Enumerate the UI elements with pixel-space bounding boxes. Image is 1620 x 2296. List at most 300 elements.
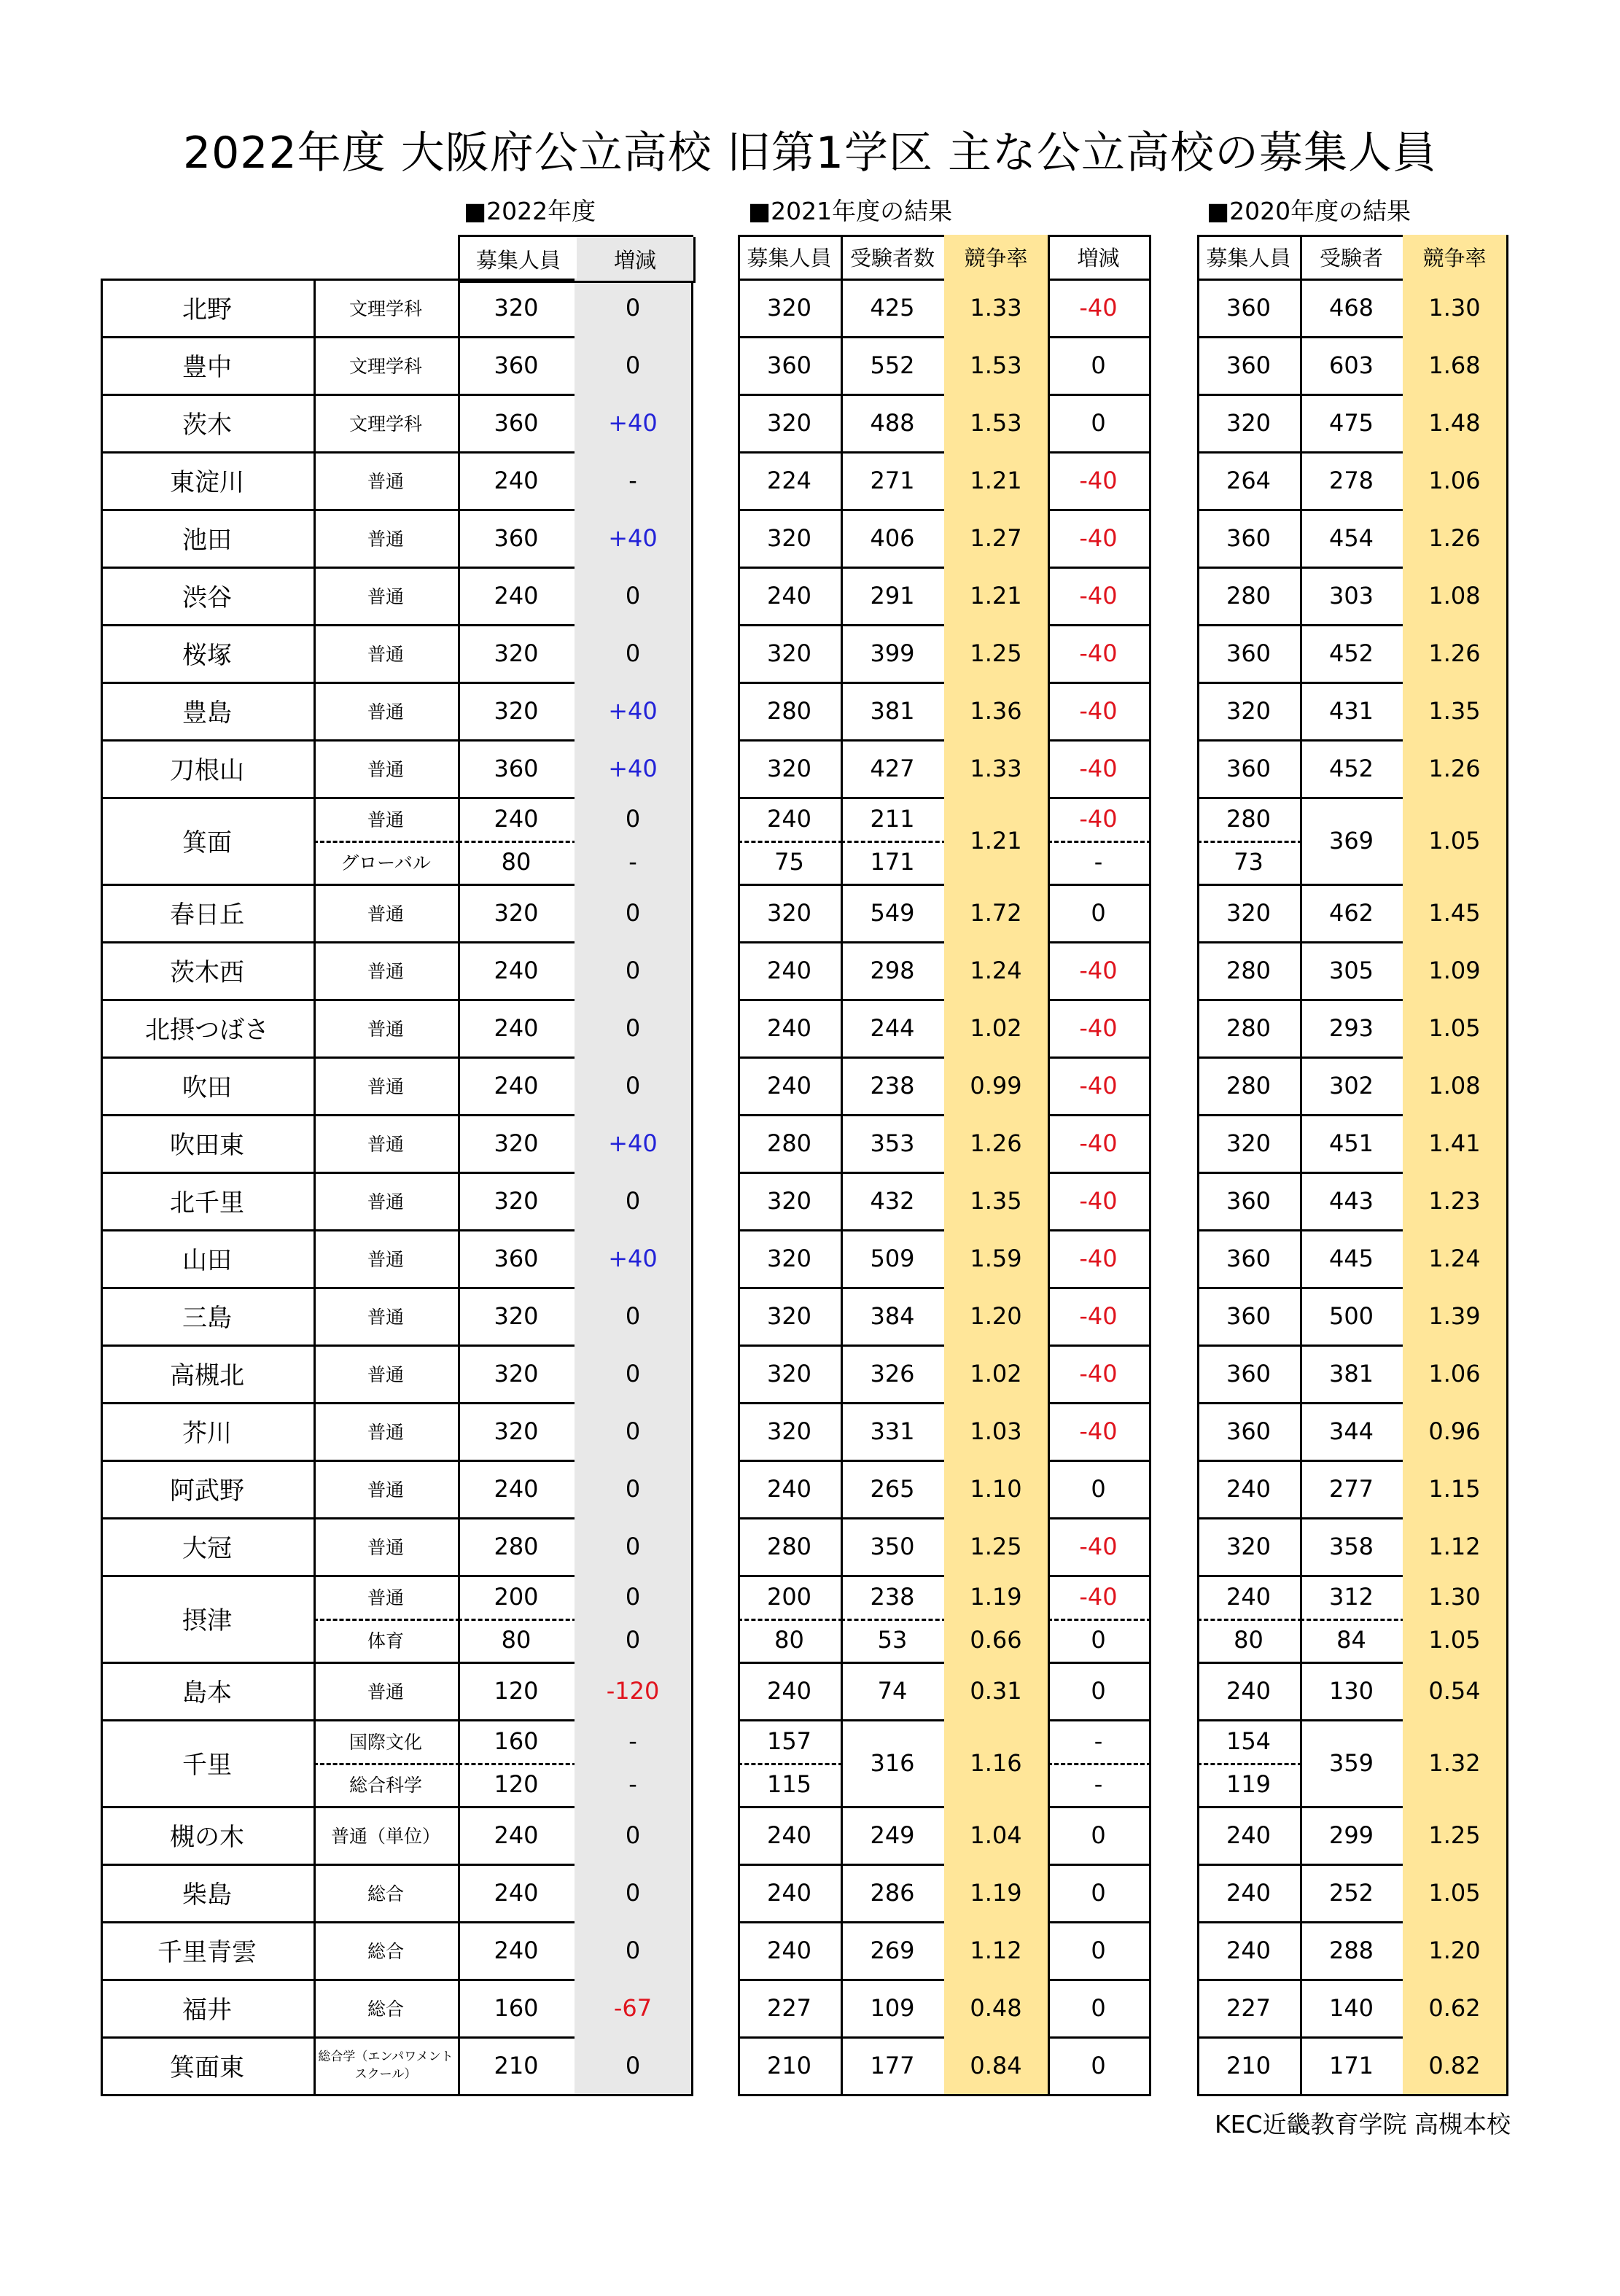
capacity-2022: 320	[458, 682, 577, 742]
change-2022: 0	[575, 1517, 693, 1577]
ratio-2020: 1.39	[1403, 1287, 1508, 1347]
capacity-2020: 227	[1197, 1979, 1302, 2039]
change-2021: 0	[1048, 1806, 1151, 1866]
capacity-2021: 240	[738, 567, 843, 626]
table-2022-header	[458, 235, 693, 281]
capacity-2022: 320	[458, 1287, 577, 1347]
capacity-2021: 320	[738, 1287, 843, 1347]
course-type: グローバル	[314, 841, 460, 887]
capacity-2021: 320	[738, 884, 843, 943]
ratio-2021: 1.27	[944, 509, 1050, 569]
course-type: 総合学（エンパワメントスクール）	[314, 2036, 460, 2096]
applicants-2021: 265	[841, 1460, 946, 1519]
capacity-2021: 320	[738, 1344, 843, 1404]
school-name: 箕面	[101, 797, 316, 886]
applicants-2020: 452	[1300, 624, 1405, 684]
header-2020-1: 受験者	[1300, 235, 1405, 281]
capacity-2021: 157	[738, 1719, 843, 1765]
ratio-2020: 1.48	[1403, 394, 1508, 454]
course-type: 普通	[314, 797, 460, 843]
ratio-2020: 1.23	[1403, 1172, 1508, 1231]
capacity-2022: 240	[458, 1921, 577, 1981]
capacity-2021: 320	[738, 1172, 843, 1231]
applicants-2021: 381	[841, 682, 946, 742]
capacity-2022: 320	[458, 279, 577, 338]
capacity-2022: 240	[458, 797, 577, 843]
ratio-2020: 1.06	[1403, 451, 1508, 511]
change-2022: +40	[575, 509, 693, 569]
ratio-2021: 1.53	[944, 336, 1050, 396]
course-type: 普通	[314, 1287, 460, 1347]
capacity-2021: 320	[738, 1402, 843, 1462]
applicants-2021: 291	[841, 567, 946, 626]
capacity-2021: 320	[738, 279, 843, 338]
change-2021: -40	[1048, 797, 1151, 843]
applicants-2020: 288	[1300, 1921, 1405, 1981]
applicants-2021: 74	[841, 1662, 946, 1721]
applicants-2021: 244	[841, 999, 946, 1059]
capacity-2022: 240	[458, 1864, 577, 1923]
footer-credit: KEC近畿教育学院 高槻本校	[1214, 2110, 1511, 2139]
change-2021: 0	[1048, 1460, 1151, 1519]
change-2021: -40	[1048, 1056, 1151, 1116]
capacity-2020: 73	[1197, 841, 1302, 887]
capacity-2022: 360	[458, 739, 577, 799]
applicants-2021: 211	[841, 797, 946, 843]
capacity-2021: 280	[738, 1517, 843, 1577]
change-2022: -67	[575, 1979, 693, 2039]
header-cap-2022: 募集人員	[460, 237, 579, 283]
course-type: 総合	[314, 1864, 460, 1923]
applicants-2021: 53	[841, 1619, 946, 1665]
capacity-2020: 360	[1197, 336, 1302, 396]
capacity-2021: 240	[738, 1460, 843, 1519]
change-2022: 0	[575, 279, 693, 338]
applicants-2021: 432	[841, 1172, 946, 1231]
capacity-2021: 200	[738, 1575, 843, 1621]
capacity-2021: 240	[738, 1864, 843, 1923]
capacity-2022: 240	[458, 999, 577, 1059]
school-name: 槻の木	[101, 1806, 316, 1866]
change-2022: +40	[575, 682, 693, 742]
change-2021: -40	[1048, 1344, 1151, 1404]
ratio-2021: 1.04	[944, 1806, 1050, 1866]
applicants-2020: 171	[1300, 2036, 1405, 2096]
applicants-2021: 384	[841, 1287, 946, 1347]
applicants-2021: 488	[841, 394, 946, 454]
change-2022: -	[575, 841, 693, 887]
ratio-2021: 1.59	[944, 1229, 1050, 1289]
applicants-2021: 238	[841, 1575, 946, 1621]
ratio-2020: 1.20	[1403, 1921, 1508, 1981]
ratio-2020: 1.08	[1403, 567, 1508, 626]
school-name: 刀根山	[101, 739, 316, 799]
applicants-2021: 316	[841, 1719, 946, 1808]
capacity-2020: 240	[1197, 1806, 1302, 1866]
capacity-2022: 200	[458, 1575, 577, 1621]
ratio-2021: 1.03	[944, 1402, 1050, 1462]
header-2021-2: 競争率	[944, 235, 1050, 281]
change-2022: 0	[575, 624, 693, 684]
capacity-2021: 360	[738, 336, 843, 396]
school-name: 千里	[101, 1719, 316, 1808]
capacity-2020: 119	[1197, 1763, 1302, 1809]
capacity-2020: 240	[1197, 1575, 1302, 1621]
capacity-2022: 240	[458, 567, 577, 626]
applicants-2021: 399	[841, 624, 946, 684]
change-2022: 0	[575, 2036, 693, 2096]
capacity-2020: 320	[1197, 1114, 1302, 1174]
change-2021: -40	[1048, 1172, 1151, 1231]
ratio-2020: 1.68	[1403, 336, 1508, 396]
header-2020-0: 募集人員	[1197, 235, 1302, 281]
applicants-2021: 286	[841, 1864, 946, 1923]
course-type: 文理学科	[314, 394, 460, 454]
capacity-2022: 120	[458, 1662, 577, 1721]
ratio-2021: 1.02	[944, 999, 1050, 1059]
change-2021: 0	[1048, 1979, 1151, 2039]
applicants-2021: 350	[841, 1517, 946, 1577]
change-2021: 0	[1048, 394, 1151, 454]
capacity-2020: 154	[1197, 1719, 1302, 1765]
capacity-2020: 360	[1197, 509, 1302, 569]
ratio-2021: 1.20	[944, 1287, 1050, 1347]
applicants-2020: 277	[1300, 1460, 1405, 1519]
applicants-2021: 171	[841, 841, 946, 887]
ratio-2020: 1.30	[1403, 279, 1508, 338]
change-2021: -40	[1048, 451, 1151, 511]
applicants-2021: 298	[841, 941, 946, 1001]
course-type: 普通	[314, 451, 460, 511]
capacity-2022: 120	[458, 1763, 577, 1809]
school-name: 北千里	[101, 1172, 316, 1231]
school-name: 芥川	[101, 1402, 316, 1462]
capacity-2021: 320	[738, 394, 843, 454]
applicants-2021: 238	[841, 1056, 946, 1116]
capacity-2021: 115	[738, 1763, 843, 1809]
change-2022: +40	[575, 1114, 693, 1174]
capacity-2021: 320	[738, 509, 843, 569]
course-type: 国際文化	[314, 1719, 460, 1765]
applicants-2020: 140	[1300, 1979, 1405, 2039]
change-2022: 0	[575, 1619, 693, 1665]
ratio-2020: 1.05	[1403, 1619, 1508, 1665]
course-type: 普通	[314, 941, 460, 1001]
course-type: 普通	[314, 1344, 460, 1404]
applicants-2020: 445	[1300, 1229, 1405, 1289]
ratio-2021: 1.25	[944, 624, 1050, 684]
capacity-2022: 320	[458, 1344, 577, 1404]
school-name: 渋谷	[101, 567, 316, 626]
capacity-2022: 360	[458, 509, 577, 569]
capacity-2020: 360	[1197, 1172, 1302, 1231]
capacity-2022: 320	[458, 1402, 577, 1462]
ratio-2020: 1.05	[1403, 797, 1508, 886]
course-type: 体育	[314, 1619, 460, 1665]
ratio-2021: 1.21	[944, 797, 1050, 886]
course-type: 普通	[314, 1114, 460, 1174]
capacity-2020: 360	[1197, 279, 1302, 338]
course-type: 普通	[314, 1575, 460, 1621]
applicants-2020: 369	[1300, 797, 1405, 886]
change-2022: 0	[575, 884, 693, 943]
capacity-2020: 320	[1197, 884, 1302, 943]
capacity-2022: 360	[458, 1229, 577, 1289]
header-2020-2: 競争率	[1403, 235, 1508, 281]
change-2022: 0	[575, 336, 693, 396]
ratio-2021: 1.33	[944, 739, 1050, 799]
capacity-2021: 224	[738, 451, 843, 511]
school-name: 吹田東	[101, 1114, 316, 1174]
course-type: 普通	[314, 1460, 460, 1519]
capacity-2020: 264	[1197, 451, 1302, 511]
change-2022: 0	[575, 1921, 693, 1981]
applicants-2020: 303	[1300, 567, 1405, 626]
ratio-2021: 1.19	[944, 1864, 1050, 1923]
capacity-2022: 240	[458, 941, 577, 1001]
applicants-2020: 344	[1300, 1402, 1405, 1462]
school-name: 千里青雲	[101, 1921, 316, 1981]
change-2021: -40	[1048, 1575, 1151, 1621]
capacity-2022: 240	[458, 1056, 577, 1116]
ratio-2020: 0.96	[1403, 1402, 1508, 1462]
applicants-2021: 177	[841, 2036, 946, 2096]
section-2021-label: ■2021年度の結果	[748, 197, 953, 225]
ratio-2020: 1.32	[1403, 1719, 1508, 1808]
change-2021: 0	[1048, 1921, 1151, 1981]
course-type: 普通	[314, 567, 460, 626]
ratio-2020: 1.05	[1403, 1864, 1508, 1923]
capacity-2021: 240	[738, 999, 843, 1059]
change-2022: 0	[575, 797, 693, 843]
ratio-2021: 1.72	[944, 884, 1050, 943]
school-name: 春日丘	[101, 884, 316, 943]
change-2022: 0	[575, 941, 693, 1001]
capacity-2022: 360	[458, 336, 577, 396]
change-2022: 0	[575, 1402, 693, 1462]
change-2021: 0	[1048, 1864, 1151, 1923]
change-2021: -	[1048, 1719, 1151, 1765]
ratio-2021: 1.21	[944, 451, 1050, 511]
ratio-2020: 0.82	[1403, 2036, 1508, 2096]
applicants-2020: 302	[1300, 1056, 1405, 1116]
capacity-2022: 320	[458, 624, 577, 684]
change-2021: -	[1048, 1763, 1151, 1809]
header-2021-1: 受験者数	[841, 235, 946, 281]
header-2021-0: 募集人員	[738, 235, 843, 281]
change-2022: -	[575, 1763, 693, 1809]
applicants-2020: 305	[1300, 941, 1405, 1001]
ratio-2021: 1.26	[944, 1114, 1050, 1174]
capacity-2020: 280	[1197, 1056, 1302, 1116]
change-2022: -	[575, 451, 693, 511]
school-name: 箕面東	[101, 2036, 316, 2096]
ratio-2020: 1.26	[1403, 509, 1508, 569]
ratio-2020: 1.15	[1403, 1460, 1508, 1519]
applicants-2021: 509	[841, 1229, 946, 1289]
applicants-2021: 271	[841, 451, 946, 511]
capacity-2021: 80	[738, 1619, 843, 1665]
course-type: 普通	[314, 884, 460, 943]
capacity-2022: 160	[458, 1719, 577, 1765]
school-name: 北野	[101, 279, 316, 338]
applicants-2020: 451	[1300, 1114, 1405, 1174]
capacity-2020: 320	[1197, 1517, 1302, 1577]
change-2022: -	[575, 1719, 693, 1765]
capacity-2021: 240	[738, 941, 843, 1001]
capacity-2022: 320	[458, 884, 577, 943]
course-type: 総合	[314, 1979, 460, 2039]
change-2021: 0	[1048, 1619, 1151, 1665]
applicants-2020: 462	[1300, 884, 1405, 943]
change-2021: -40	[1048, 1287, 1151, 1347]
school-name: 高槻北	[101, 1344, 316, 1404]
table-2022	[101, 279, 693, 2096]
course-type: 普通	[314, 739, 460, 799]
applicants-2020: 475	[1300, 394, 1405, 454]
ratio-2020: 1.09	[1403, 941, 1508, 1001]
change-2022: -120	[575, 1662, 693, 1721]
school-name: 豊中	[101, 336, 316, 396]
capacity-2022: 320	[458, 1172, 577, 1231]
ratio-2020: 1.05	[1403, 999, 1508, 1059]
ratio-2020: 1.30	[1403, 1575, 1508, 1621]
change-2022: 0	[575, 1460, 693, 1519]
ratio-2021: 0.66	[944, 1619, 1050, 1665]
course-type: 普通	[314, 682, 460, 742]
ratio-2020: 1.24	[1403, 1229, 1508, 1289]
applicants-2021: 549	[841, 884, 946, 943]
capacity-2021: 280	[738, 1114, 843, 1174]
school-name: 福井	[101, 1979, 316, 2039]
capacity-2020: 280	[1197, 797, 1302, 843]
ratio-2020: 1.26	[1403, 739, 1508, 799]
ratio-2021: 1.53	[944, 394, 1050, 454]
ratio-2021: 1.36	[944, 682, 1050, 742]
page-title: 2022年度 大阪府公立高校 旧第1学区 主な公立高校の募集人員	[182, 128, 1438, 179]
change-2022: 0	[575, 1056, 693, 1116]
capacity-2020: 320	[1197, 682, 1302, 742]
capacity-2020: 360	[1197, 1287, 1302, 1347]
change-2021: 0	[1048, 336, 1151, 396]
ratio-2021: 1.33	[944, 279, 1050, 338]
ratio-2020: 1.45	[1403, 884, 1508, 943]
capacity-2022: 360	[458, 394, 577, 454]
ratio-2021: 1.24	[944, 941, 1050, 1001]
ratio-2021: 1.19	[944, 1575, 1050, 1621]
ratio-2021: 0.84	[944, 2036, 1050, 2096]
capacity-2020: 280	[1197, 941, 1302, 1001]
ratio-2021: 0.48	[944, 1979, 1050, 2039]
ratio-2021: 1.35	[944, 1172, 1050, 1231]
change-2022: 0	[575, 1806, 693, 1866]
change-2021: -40	[1048, 624, 1151, 684]
capacity-2020: 360	[1197, 1344, 1302, 1404]
school-name: 茨木	[101, 394, 316, 454]
capacity-2021: 240	[738, 1662, 843, 1721]
school-name: 柴島	[101, 1864, 316, 1923]
change-2021: -40	[1048, 279, 1151, 338]
course-type: 普通（単位）	[314, 1806, 460, 1866]
capacity-2022: 280	[458, 1517, 577, 1577]
ratio-2020: 0.62	[1403, 1979, 1508, 2039]
course-type: 普通	[314, 1662, 460, 1721]
applicants-2020: 381	[1300, 1344, 1405, 1404]
capacity-2021: 320	[738, 739, 843, 799]
course-type: 文理学科	[314, 336, 460, 396]
capacity-2021: 240	[738, 1921, 843, 1981]
course-type: 普通	[314, 1172, 460, 1231]
change-2021: -40	[1048, 1402, 1151, 1462]
capacity-2021: 240	[738, 797, 843, 843]
ratio-2021: 1.25	[944, 1517, 1050, 1577]
ratio-2021: 1.12	[944, 1921, 1050, 1981]
capacity-2021: 320	[738, 624, 843, 684]
applicants-2021: 269	[841, 1921, 946, 1981]
school-name: 桜塚	[101, 624, 316, 684]
ratio-2020: 1.26	[1403, 624, 1508, 684]
ratio-2020: 1.06	[1403, 1344, 1508, 1404]
change-2022: +40	[575, 1229, 693, 1289]
change-2022: 0	[575, 1575, 693, 1621]
ratio-2020: 0.54	[1403, 1662, 1508, 1721]
school-name: 豊島	[101, 682, 316, 742]
change-2021: -40	[1048, 1114, 1151, 1174]
capacity-2022: 320	[458, 1114, 577, 1174]
change-2021: -40	[1048, 999, 1151, 1059]
section-2020-label: ■2020年度の結果	[1207, 197, 1411, 225]
school-name: 山田	[101, 1229, 316, 1289]
section-2022-label: ■2022年度	[464, 197, 596, 225]
ratio-2020: 1.12	[1403, 1517, 1508, 1577]
applicants-2021: 353	[841, 1114, 946, 1174]
change-2021: -40	[1048, 567, 1151, 626]
applicants-2020: 359	[1300, 1719, 1405, 1808]
course-type: 文理学科	[314, 279, 460, 338]
applicants-2020: 454	[1300, 509, 1405, 569]
school-name: 北摂つばさ	[101, 999, 316, 1059]
capacity-2020: 360	[1197, 624, 1302, 684]
school-name: 阿武野	[101, 1460, 316, 1519]
change-2022: +40	[575, 739, 693, 799]
school-name: 摂津	[101, 1575, 316, 1664]
capacity-2020: 280	[1197, 567, 1302, 626]
applicants-2020: 312	[1300, 1575, 1405, 1621]
ratio-2021: 1.02	[944, 1344, 1050, 1404]
ratio-2020: 1.35	[1403, 682, 1508, 742]
capacity-2022: 80	[458, 841, 577, 887]
course-type: 総合	[314, 1921, 460, 1981]
school-name: 吹田	[101, 1056, 316, 1116]
capacity-2020: 360	[1197, 739, 1302, 799]
applicants-2020: 293	[1300, 999, 1405, 1059]
capacity-2021: 280	[738, 682, 843, 742]
school-name: 島本	[101, 1662, 316, 1721]
change-2021: -40	[1048, 1229, 1151, 1289]
change-2021: -40	[1048, 941, 1151, 1001]
course-type: 普通	[314, 509, 460, 569]
applicants-2020: 84	[1300, 1619, 1405, 1665]
capacity-2020: 360	[1197, 1229, 1302, 1289]
capacity-2020: 240	[1197, 1460, 1302, 1519]
ratio-2020: 1.08	[1403, 1056, 1508, 1116]
capacity-2021: 240	[738, 1056, 843, 1116]
capacity-2020: 360	[1197, 1402, 1302, 1462]
applicants-2021: 326	[841, 1344, 946, 1404]
table-2020-results	[1197, 235, 1508, 2096]
change-2021: -40	[1048, 739, 1151, 799]
school-name: 大冠	[101, 1517, 316, 1577]
